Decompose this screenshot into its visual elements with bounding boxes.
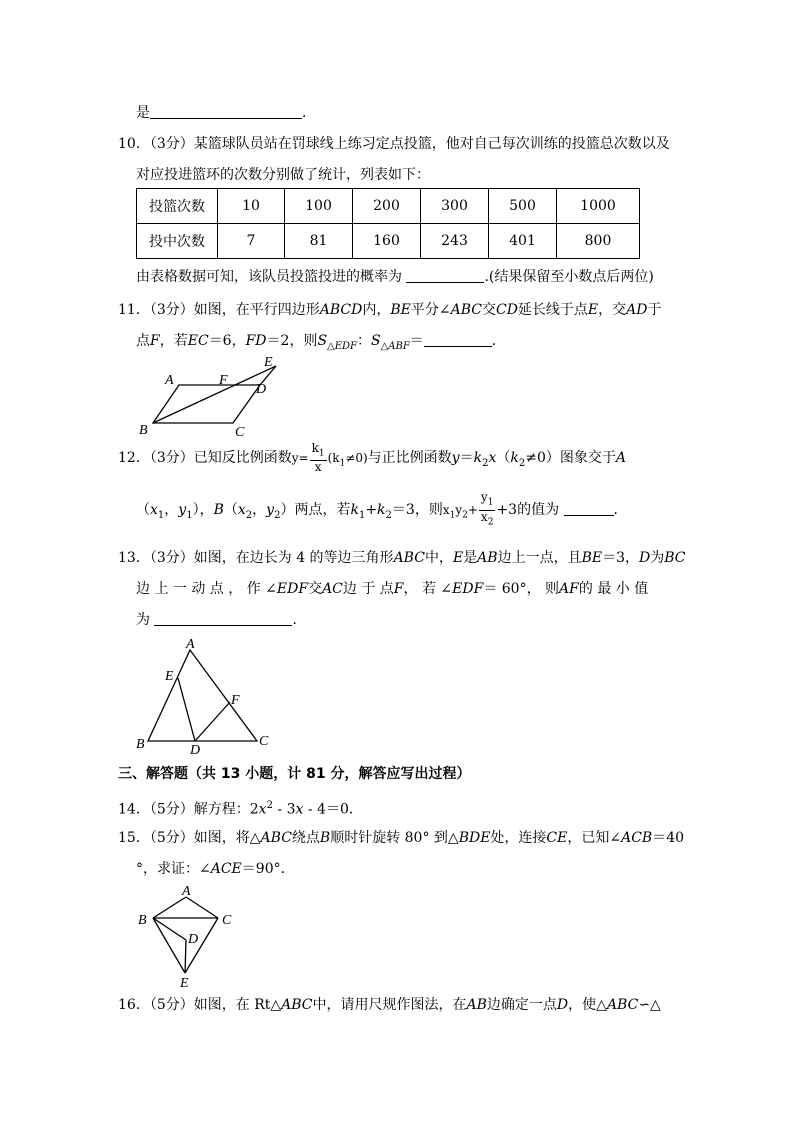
table-cell: 100	[285, 189, 353, 224]
q13-text: 为	[650, 550, 665, 566]
q15-text: ＝40	[652, 830, 685, 846]
q15-text: 顺时针旋转 80° 到△	[330, 830, 459, 846]
q13-var: AF	[559, 581, 579, 597]
q12-sub: 1	[358, 509, 366, 521]
q16-text: ，使△	[568, 997, 607, 1013]
q13-var: EDF	[452, 581, 484, 597]
q12-var: y=	[291, 451, 309, 465]
q9-text: 是	[136, 105, 150, 121]
q13-var: BE	[581, 550, 603, 566]
line-ed	[178, 678, 195, 741]
q15-var: BDE	[458, 830, 491, 846]
q12-sub: 2	[274, 509, 281, 521]
table-row	[137, 189, 640, 224]
q12-sub: 2	[487, 516, 494, 527]
q11-text: ，交	[598, 302, 627, 318]
label-b: B	[136, 737, 145, 752]
q16-text: 中，请用尺规作图法，在	[312, 997, 467, 1013]
q10-table	[136, 188, 640, 259]
table-cell: 800	[557, 224, 640, 259]
q9-end: ．	[302, 105, 316, 121]
q12-var: k	[473, 450, 483, 466]
q11-var: FD	[245, 333, 267, 349]
q12-line1	[118, 440, 626, 476]
q13-var: D	[639, 550, 651, 566]
q12-var: y	[455, 503, 463, 517]
q12-text: （	[136, 502, 150, 518]
q11-text: 内，	[362, 302, 391, 318]
q13-line3	[136, 611, 306, 629]
q11-sub: △EDF	[327, 340, 357, 352]
q15-score: （5分）	[149, 830, 194, 846]
label-e: E	[180, 976, 189, 990]
q12-var: y	[266, 502, 275, 518]
q12-text: ）两点，若	[280, 502, 351, 518]
q13-var: BC	[664, 550, 686, 566]
q13-figure	[130, 636, 280, 756]
q15-var: ACB	[621, 830, 653, 846]
q14-var: x	[295, 801, 304, 818]
line-bd	[153, 918, 186, 940]
q16-number: 16．	[118, 997, 150, 1013]
q12-text: (k	[327, 451, 340, 465]
q10-line2: 对应投进篮环的次数分别做了统计，列表如下：	[136, 167, 430, 183]
q14-text: 解方程：2	[193, 801, 259, 818]
q13-line1	[118, 549, 686, 567]
q15-text: ，已知∠	[567, 830, 622, 846]
q11-line1	[118, 301, 662, 319]
q13-var: AC	[322, 581, 343, 597]
q12-var: x	[150, 502, 158, 518]
q11-var: F	[150, 333, 160, 349]
q10-line1	[118, 135, 670, 153]
table-cell: 160	[353, 224, 421, 259]
q16-score: （5分）	[149, 997, 194, 1013]
q12-var: k	[510, 450, 519, 466]
q12-sub: 1	[487, 497, 494, 508]
q10-score: （3分）	[149, 136, 194, 152]
q11-var: EC	[187, 333, 209, 349]
q10-after-text: 由表格数据可知，该队员投篮投进的概率为	[136, 269, 402, 285]
label-b: B	[138, 913, 147, 928]
q15-number: 15．	[118, 830, 150, 846]
q12-var: x	[442, 503, 450, 517]
q13-var: EDF	[276, 581, 309, 597]
label-e: E	[165, 669, 174, 684]
label-d: D	[188, 932, 199, 947]
line-ba	[153, 897, 186, 918]
q9-answer-blank[interactable]	[150, 104, 302, 119]
q12-text: +	[365, 502, 378, 518]
q11-text: ＝2，则	[266, 333, 318, 349]
q14-number: 14．	[118, 801, 150, 818]
q12-sub: 2	[385, 509, 392, 521]
label-d: D	[256, 382, 267, 397]
q14-sup: 2	[266, 800, 273, 811]
q16-var: AB	[466, 997, 487, 1013]
label-f: F	[231, 693, 240, 708]
q11-end: ．	[491, 333, 506, 349]
q13-text: 是	[463, 550, 478, 566]
triangle-abc	[148, 650, 257, 741]
q12-text: 与正比例函数	[367, 450, 452, 466]
q13-text: 边上一点，且	[497, 550, 582, 566]
line-df	[195, 702, 230, 741]
q16-var: ABC	[606, 997, 639, 1013]
q11-var: S	[317, 333, 328, 349]
q12-number: 12．	[118, 450, 150, 466]
q15-var: CE	[546, 830, 568, 846]
q13-score: （3分）	[149, 550, 194, 566]
q11-var: S	[371, 333, 381, 349]
q13-text: 为	[136, 612, 150, 628]
q12-text: ≠0）图象交于	[525, 450, 616, 466]
table-cell: 401	[489, 224, 557, 259]
q12-text: +3的值为	[496, 502, 560, 518]
q11-text: ＝	[409, 333, 424, 349]
q13-number: 13．	[118, 550, 150, 566]
q16-var: ABC	[281, 997, 313, 1013]
label-d: D	[190, 743, 201, 756]
q12-sub: 2	[462, 510, 468, 521]
q11-text: 平分∠	[410, 302, 451, 318]
q11-var: BE	[390, 302, 411, 318]
q14-score: （5分）	[149, 801, 194, 818]
q12-var: k	[377, 502, 386, 518]
q12-var: x	[314, 460, 322, 475]
q11-text: 点	[136, 333, 150, 349]
q12-line2	[136, 490, 628, 530]
q12-var: k	[350, 502, 359, 518]
q14-text: - 3	[272, 801, 296, 818]
q14-var: x	[258, 801, 267, 818]
q13-text: 的 最 小 值	[578, 581, 649, 597]
q13-line2	[136, 580, 648, 598]
q15-figure	[130, 880, 250, 990]
q11-score: （3分）	[149, 302, 194, 318]
q12-sub: 1	[186, 509, 193, 521]
q13-end: ．	[292, 612, 307, 628]
q9-line	[136, 104, 316, 122]
q15-text: °，求证：∠	[136, 861, 211, 877]
q13-text: ＝3，	[602, 550, 640, 566]
q12-sub: 2	[518, 457, 526, 469]
q11-sub: △ABF	[380, 340, 410, 352]
q12-text: ＝	[459, 450, 474, 466]
q12-sub: 1	[157, 509, 165, 521]
line-de	[185, 940, 186, 973]
q12-var: A	[615, 450, 626, 466]
section-heading: 三、解答题（共 13 小题，计 81 分，解答应写出过程）	[118, 766, 471, 782]
q11-number: 11．	[118, 302, 150, 318]
q12-text: ），	[192, 502, 214, 518]
q12-var: k	[311, 440, 319, 455]
q12-fraction-y1x2	[479, 491, 496, 529]
q12-text: （	[496, 450, 511, 466]
q10-number: 10．	[118, 136, 150, 152]
q15-text: 如图，将△	[193, 830, 261, 846]
label-c: C	[259, 734, 269, 749]
q12-sub: 1	[449, 510, 456, 521]
q12-var: x	[488, 450, 497, 466]
q12-var: B	[213, 502, 224, 518]
q11-text: 交	[481, 302, 496, 318]
q11-text: 于	[647, 302, 662, 318]
table-cell: 243	[421, 224, 489, 259]
q15-var: ABC	[260, 830, 292, 846]
line-ac	[186, 897, 218, 918]
q12-text: 已知反比例函数	[193, 450, 292, 466]
q15-line2	[136, 860, 295, 878]
table-cell: 81	[285, 224, 353, 259]
q10-text-1: 某篮球队员站在罚球线上练习定点投篮，他对自己每次训练的投篮总次数以及	[193, 136, 670, 152]
q12-text: ＝3，则	[391, 502, 443, 518]
q11-text: 如图，在平行四边形	[193, 302, 320, 318]
q10-after	[136, 268, 654, 286]
q16-text: 边确定一点	[486, 997, 557, 1013]
q12-text: ≠0)	[345, 451, 368, 465]
q14-line	[118, 797, 363, 819]
q12-var: x	[480, 509, 488, 524]
q12-sub: 1	[318, 448, 325, 459]
q15-text: ＝90°．	[241, 861, 295, 877]
q11-var: ABCD	[319, 302, 363, 318]
q16-text: ∽△	[638, 997, 661, 1013]
q11-var: ABC	[450, 302, 482, 318]
table-cell: 300	[421, 189, 489, 224]
label-a: A	[165, 373, 174, 388]
q12-text: （	[223, 502, 238, 518]
q12-sub: 2	[482, 457, 489, 469]
q12-var: y	[451, 450, 460, 466]
q12-var: y	[178, 502, 187, 518]
table-cell: 1000	[557, 189, 640, 224]
q13-text: ， 若 ∠	[403, 581, 453, 597]
q13-var: AB	[477, 550, 498, 566]
q11-var: AD	[626, 302, 648, 318]
q13-text: 如图，在边长为 4 的等边三角形	[193, 550, 394, 566]
table-cell: 7	[218, 224, 285, 259]
table-cell: 500	[489, 189, 557, 224]
label-a: A	[182, 884, 191, 899]
parallelogram-abcd	[153, 385, 260, 423]
q11-text: ，若	[159, 333, 188, 349]
q12-sub: 1	[339, 458, 346, 469]
q13-text: ＝ 60°， 则	[483, 581, 560, 597]
q10-answer-blank[interactable]	[406, 268, 484, 283]
label-b: B	[139, 423, 148, 438]
q12-text: ，	[252, 502, 267, 518]
q16-line1	[118, 996, 661, 1014]
q11-var: E	[587, 302, 599, 318]
q13-text: 交	[308, 581, 323, 597]
q12-end: ．	[613, 502, 628, 518]
table-cell: 10	[218, 189, 285, 224]
q15-var: ACE	[210, 861, 242, 877]
q15-var: B	[319, 830, 331, 846]
q12-text: ，	[164, 502, 179, 518]
q11-var: CD	[495, 302, 518, 318]
q13-var: F	[393, 581, 404, 597]
table-row	[137, 224, 640, 259]
line-be	[153, 918, 185, 973]
q12-var: x	[237, 502, 246, 518]
q15-text: 处，连接	[490, 830, 547, 846]
q13-text: 边 于 点	[342, 581, 394, 597]
q10-after-note: .(结果保留至小数点后两位)	[484, 269, 654, 285]
q13-var: E	[452, 550, 464, 566]
q12-fraction-k1x	[310, 442, 327, 474]
q13-text: 中，	[424, 550, 453, 566]
q12-score: （3分）	[149, 450, 194, 466]
q15-text: 绕点	[291, 830, 320, 846]
label-e: E	[264, 355, 273, 370]
q13-answer-blank[interactable]	[154, 611, 292, 626]
label-a: A	[186, 637, 195, 652]
q12-sub: 2	[245, 509, 253, 521]
label-c: C	[222, 913, 232, 928]
q12-var: y	[480, 490, 488, 505]
q11-text: 延长线于点	[517, 302, 588, 318]
table-row-label: 投篮次数	[137, 189, 218, 224]
q12-text: +	[467, 503, 478, 517]
q11-figure	[130, 350, 290, 440]
q15-line1	[118, 829, 684, 847]
table-cell: 200	[353, 189, 421, 224]
table-row-label: 投中次数	[137, 224, 218, 259]
q11-answer-blank[interactable]	[424, 332, 492, 347]
q16-text: 如图，在 Rt△	[193, 997, 282, 1013]
q11-text: ＝6，	[208, 333, 246, 349]
label-f: F	[219, 373, 228, 388]
q11-text: ：	[357, 333, 371, 349]
q14-text: - 4＝0．	[303, 801, 363, 818]
q13-var: ABC	[393, 550, 425, 566]
q16-var: D	[556, 997, 569, 1013]
q13-text: 边 上 一 动 点 ， 作 ∠	[136, 581, 277, 597]
q12-answer-blank[interactable]	[564, 501, 614, 516]
label-c: C	[235, 425, 245, 440]
